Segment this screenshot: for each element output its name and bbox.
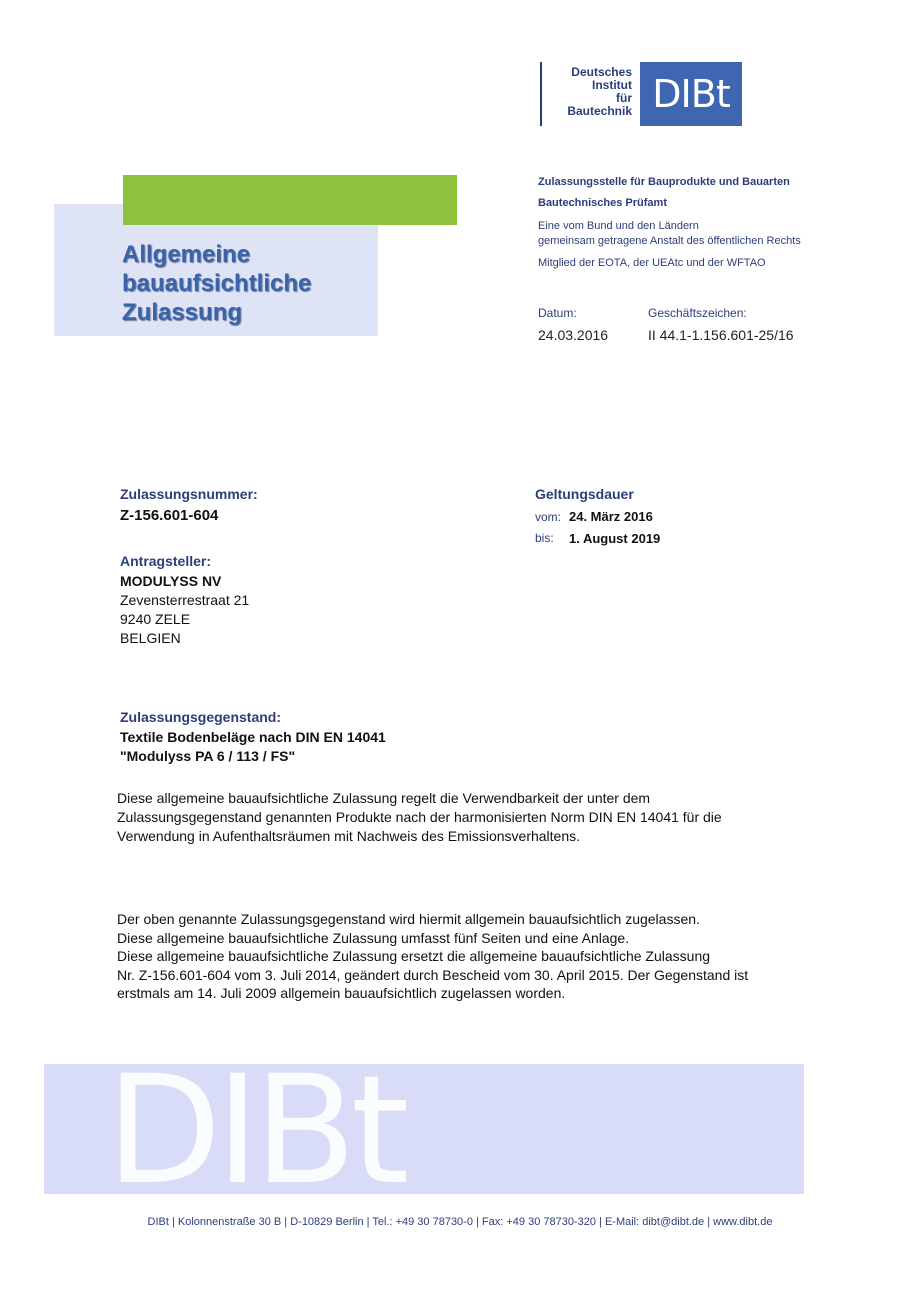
subject-label: Zulassungsgegenstand: [120,709,282,725]
validity-to-label: bis: [535,531,554,545]
subject-line-1: Textile Bodenbeläge nach DIN EN 14041 [120,729,386,745]
logo-line: für [616,91,632,105]
paragraph-line: Diese allgemeine bauaufsichtliche Zulassung umfasst fünf Seiten und eine Anlage. [117,929,630,946]
paragraph-line: Verwendung in Aufenthaltsräumen mit Nachweis des Emissionsverhaltens. [117,828,581,844]
header-office: Bautechnisches Prüfamt [538,197,667,209]
paragraph-scope [117,789,837,846]
paragraph-line: erstmals am 14. Juli 2009 allgemein bauaufsichtlich zugelassen worden. [117,985,566,1001]
logo-institute-name [548,66,632,118]
paragraph-line: Zulassungsgegenstand genannten Produkte nach der harmonisierten Norm DIN EN 14041 für die [117,809,722,825]
header-desc-1: Eine vom Bund und den Ländern [538,220,699,232]
document-title [122,240,311,327]
approval-number-label: Zulassungsnummer: [120,486,258,502]
date-value: 24.03.2016 [538,327,609,343]
dibt-watermark-logo: DIBt [106,1064,404,1194]
title-green-bar [123,175,457,225]
paragraph-line: Nr. Z-156.601-604 vom 3. Juli 2014, geändert durch Bescheid vom 30. April 2015. Der Gegenstand ist [117,966,749,983]
header-membership: Mitglied der EOTA, der UEAtc und der WFTAO [538,257,766,269]
applicant-city: 9240 ZELE [120,611,191,627]
validity-label: Geltungsdauer [535,486,634,502]
footer-contact: DIBt | Kolonnenstraße 30 B | D-10829 Berlin | Tel.: +49 30 78730-0 | Fax: +49 30 78730-320 | E-Mail: dibt@dibt.de | www.dibt.de [147,1216,773,1228]
paragraph-line: Diese allgemeine bauaufsichtliche Zulassung ersetzt die allgemeine bauaufsichtliche Zulassung [117,948,711,964]
dibt-logo-mark: DIBt [640,62,742,126]
approval-number-value: Z-156.601-604 [120,507,219,524]
subject-line-2: "Modulyss PA 6 / 113 / FS" [120,748,296,764]
applicant-country: BELGIEN [120,630,181,646]
watermark-band [44,1064,804,1194]
date-label: Datum: [538,306,577,320]
applicant-name: MODULYSS NV [120,573,222,589]
logo-divider [540,62,542,126]
reference-value: II 44.1-1.156.601-25/16 [648,327,794,343]
reference-label: Geschäftszeichen: [648,306,747,320]
logo-line: Deutsches [571,65,632,79]
title-line: Allgemeine [122,241,251,268]
paragraph-line: Diese allgemeine bauaufsichtliche Zulassung regelt die Verwendbarkeit der unter dem [117,790,651,806]
validity-from-value: 24. März 2016 [569,509,653,524]
logo-line: Bautechnik [567,104,632,118]
paragraph-line: Der oben genannte Zulassungsgegenstand wird hiermit allgemein bauaufsichtlich zugelassen. [117,911,700,927]
header-authority: Zulassungsstelle für Bauprodukte und Bauarten [538,176,790,188]
validity-to-value: 1. August 2019 [569,531,661,546]
header-desc-2: gemeinsam getragene Anstalt des öffentlichen Rechts [538,235,801,247]
title-line: Zulassung [122,299,243,326]
logo-line: Institut [592,78,632,92]
title-line: bauaufsichtliche [122,270,312,297]
applicant-label: Antragsteller: [120,553,212,569]
applicant-street: Zevensterrestraat 21 [120,592,250,608]
paragraph-approval [117,910,837,1003]
validity-from-label: vom: [535,510,562,524]
